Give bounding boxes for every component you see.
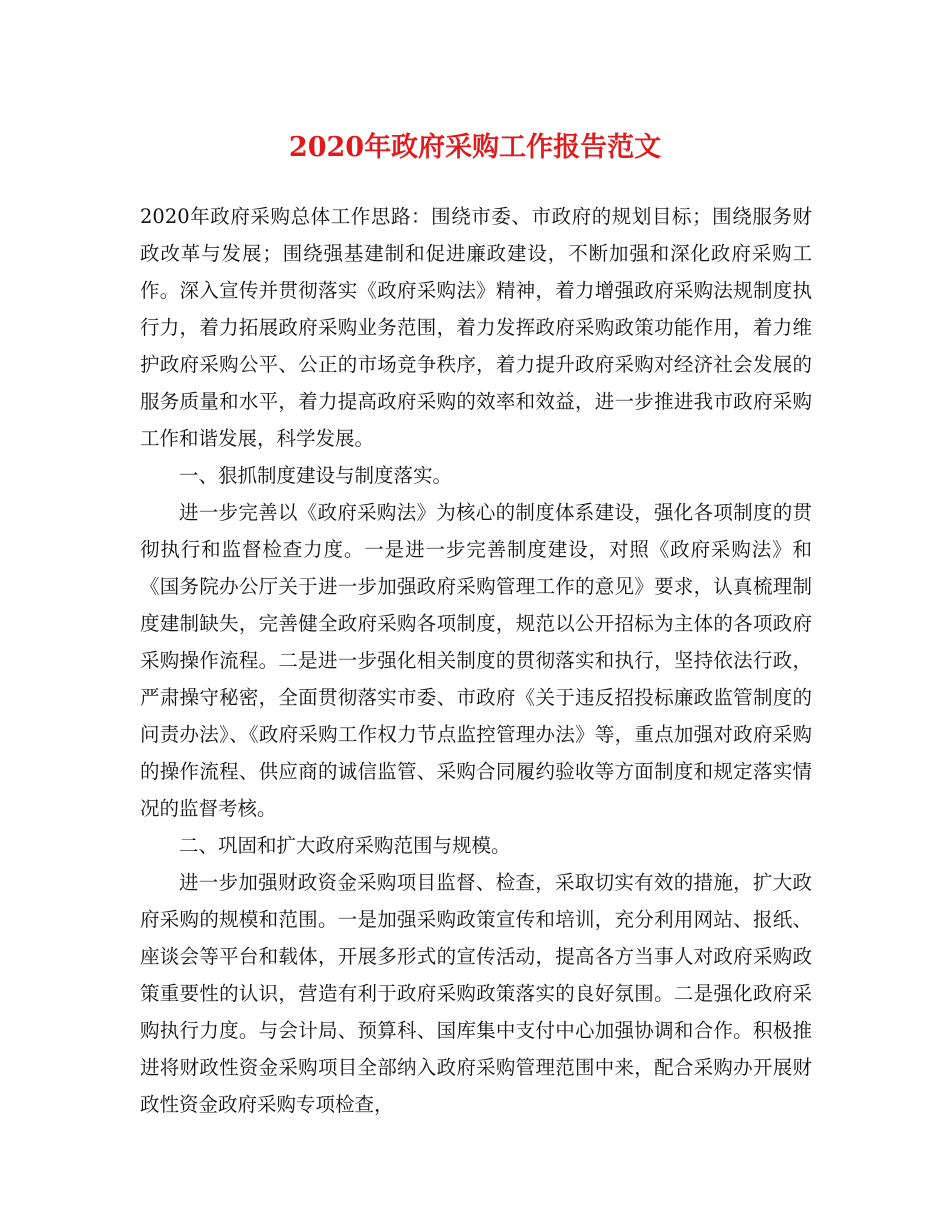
section-heading-1: 一、狠抓制度建设与制度落实。 bbox=[179, 464, 453, 487]
paragraph-intro: 2020年政府采购总体工作思路：围绕市委、市政府的规划目标；围绕服务财政改革与发展；围绕强基建制和促进廉政建设，不断加强和深化政府采购工作。深入宣传并贯彻落实《政府采购法》精神，着力增强政府采购法规制度执行力，着力拓展政府采购业务范围，着力发挥政府采购政策功能作用，着力维护政府采购公平、公正的市场竞争秩序，着力提升政府采购对经济社会发展的服务质量和水平，着力提高政府采购的效率和效益，进一步推进我市政府采购工作和谐发展，科学发展。 bbox=[140, 205, 812, 450]
document-title: 2020年政府采购工作报告范文 bbox=[288, 132, 662, 163]
document-body bbox=[140, 198, 812, 1123]
paragraph-section-2: 进一步加强财政资金采购项目监督、检查，采取切实有效的措施，扩大政府采购的规模和范围。一是加强采购政策宣传和培训，充分利用网站、报纸、座谈会等平台和载体，开展多形式的宣传活动，提高各方当事人对政府采购政策重要性的认识，营造有利于政府采购政策落实的良好氛围。二是强化政府采购执行力度。与会计局、预算科、国库集中支付中心加强协调和合作。积极推进将财政性资金采购项目全部纳入政府采购管理范围中来，配合采购办开展财政性资金政府采购专项检查， bbox=[140, 871, 812, 1116]
paragraph-section-1: 进一步完善以《政府采购法》为核心的制度体系建设，强化各项制度的贯彻执行和监督检查力度。一是进一步完善制度建设，对照《政府采购法》和《国务院办公厅关于进一步加强政府采购管理工作的意见》要求，认真梳理制度建制缺失，完善健全政府采购各项制度，规范以公开招标为主体的各项政府采购操作流程。二是进一步强化相关制度的贯彻落实和执行，坚持依法行政，严肃操守秘密，全面贯彻落实市委、市政府《关于违反招投标廉政监管制度的问责办法》、《政府采购工作权力节点监控管理办法》等，重点加强对政府采购的操作流程、供应商的诚信监管、采购合同履约验收等方面制度和规定落实情况的监督考核。 bbox=[140, 501, 812, 820]
section-heading-2: 二、巩固和扩大政府采购范围与规模。 bbox=[179, 834, 511, 857]
